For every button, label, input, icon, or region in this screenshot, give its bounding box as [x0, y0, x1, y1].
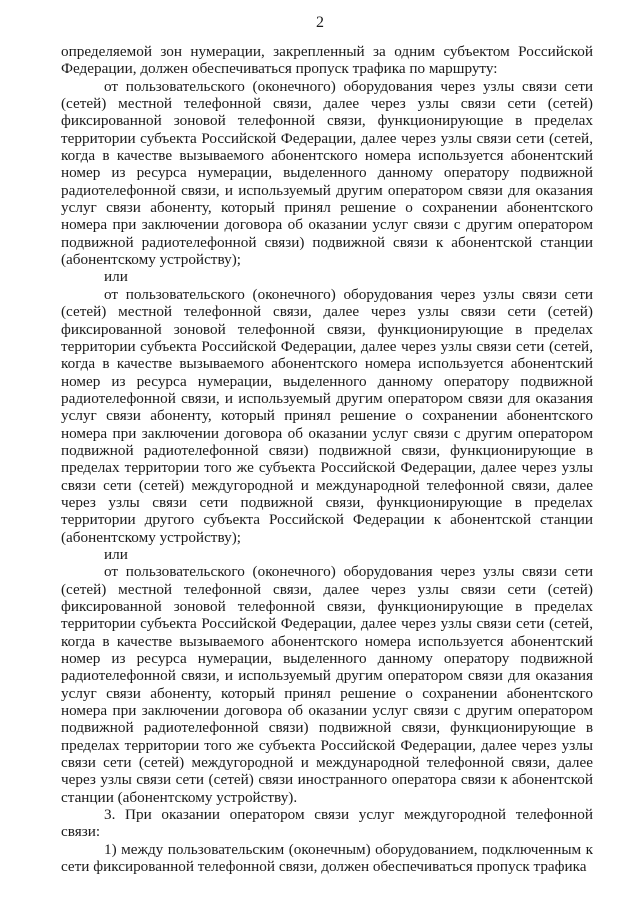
paragraph-or-2: или [104, 545, 128, 563]
paragraph-or-1: или [104, 268, 128, 286]
paragraph-intro: определяемой зон нумерации, закрепленный за одним субъектом Российской Федерации, должен обеспечиваться пропуск трафика по маршруту: [61, 43, 593, 78]
paragraph-route-2: от пользовательского (оконечного) оборудования через узлы связи сети (сетей) местной телефонной связи, далее через узлы связи сети (сетей) фиксированной зоновой телефонной связи, функционирующие в пределах территории субъекта Российской Федерации, далее через узлы связи сети (сетей, когда в качестве вызываемого абонентского номера используется абонентский номер из ресурса нумерации, выделенного данному оператору подвижной радиотелефонной связи, и используемый другим оператором связи для оказания услуг связи абоненту, который принял решение о сохранении абонентского номера при заключении договора об оказании услуг связи с другим оператором подвижной радиотелефонной связи) подвижной связи, функционирующие в пределах территории того же субъекта Российской Федерации, далее через узлы связи сети (сетей) междугородной и международной телефонной связи, далее через узлы связи сети подвижной связи, функционирующие в пределах территории другого субъекта Российской Федерации к абонентской станции (абонентскому устройству); [61, 285, 593, 546]
paragraph-route-1: от пользовательского (оконечного) оборудования через узлы связи сети (сетей) местной телефонной связи, далее через узлы связи сети (сетей) фиксированной зоновой телефонной связи, функционирующие в пределах территории субъекта Российской Федерации, далее через узлы связи сети (сетей, когда в качестве вызываемого абонентского номера используется абонентский номер из ресурса нумерации, выделенного данному оператору подвижной радиотелефонной связи, и используемый другим оператором связи для оказания услуг связи абоненту, который принял решение о сохранении абонентского номера при заключении договора об оказании услуг связи с другим оператором подвижной радиотелефонной связи) подвижной связи к абонентской станции (абонентскому устройству); [61, 77, 593, 269]
paragraph-route-3: от пользовательского (оконечного) оборудования через узлы связи сети (сетей) местной телефонной связи, далее через узлы связи сети (сетей) фиксированной зоновой телефонной связи, функционирующие в пределах территории субъекта Российской Федерации, далее через узлы связи сети (сетей, когда в качестве вызываемого абонентского номера используется абонентский номер из ресурса нумерации, выделенного данному оператору подвижной радиотелефонной связи, и используемый другим оператором связи для оказания услуг связи абоненту, который принял решение о сохранении абонентского номера при заключении договора об оказании услуг связи с другим оператором подвижной радиотелефонной связи) подвижной связи, функционирующие в пределах территории того же субъекта Российской Федерации, далее через узлы связи сети (сетей) междугородной и международной телефонной связи, далее через узлы связи сети (сетей) связи иностранного оператора связи к абонентской станции (абонентскому устройству). [61, 563, 593, 806]
paragraph-section-3: 3. При оказании оператором связи услуг междугородной телефонной связи: [61, 806, 593, 841]
document-body [61, 43, 593, 876]
paragraph-item-1: 1) между пользовательским (оконечным) оборудованием, подключенным к сети фиксированной телефонной связи, должен обеспечиваться пропуск трафика [61, 840, 593, 876]
page-number: 2 [316, 14, 324, 31]
